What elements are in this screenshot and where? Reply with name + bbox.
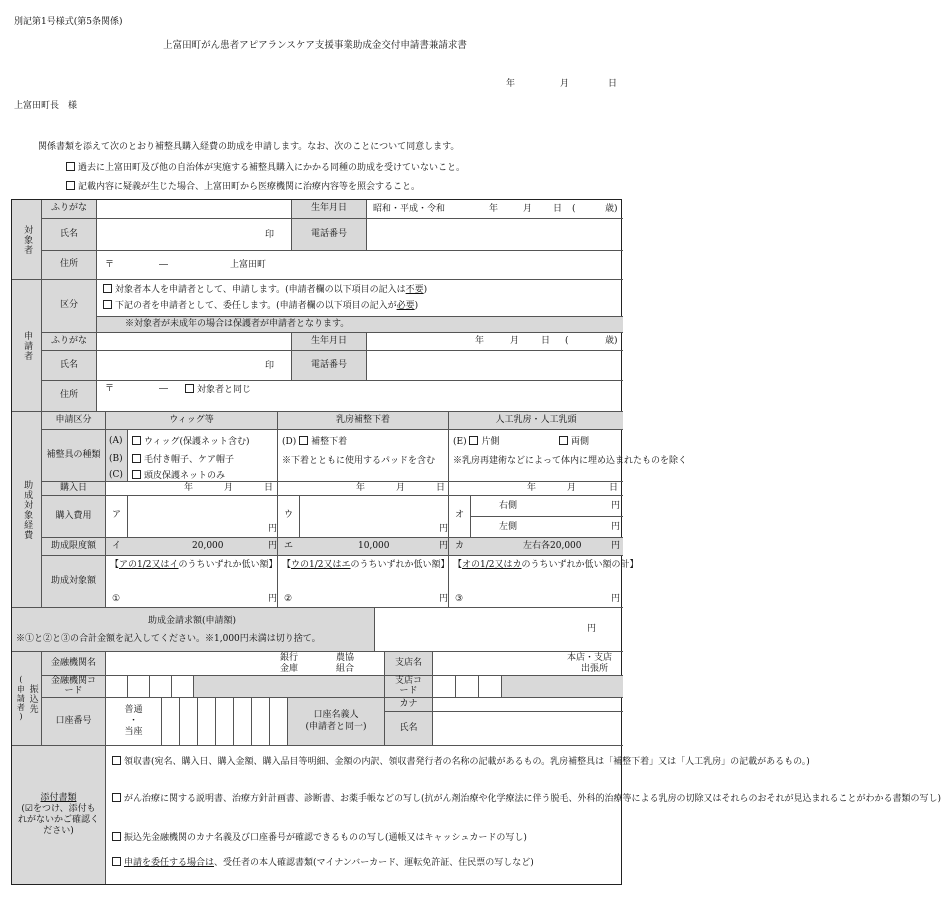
wig-options [128,430,278,482]
applicant-address-field[interactable]: 〒 ― 対象者と同じ [97,381,623,412]
branch-code-digit[interactable] [456,676,479,698]
total-amount-field[interactable]: 円 [375,608,623,652]
target-birth-label: 生年月日 [292,200,367,219]
bank-code-blank [194,676,385,698]
target-name-label: 氏名 [42,219,97,251]
target-furigana-field[interactable] [97,200,292,219]
agreement-item: 過去に上富田町及び他の自治体が実施する補整具購入にかかる同種の助成を受けていないこと。 [66,162,465,174]
branch-name-label: 支店名 [385,652,433,676]
purchase-date-wig[interactable]: 年 月 日 [106,482,278,496]
branch-code-digit[interactable] [433,676,456,698]
target-amount-wig[interactable]: 【アの1/2又はイのうちいずれか低い額】 ① 円 [106,556,278,608]
target-amount-prosthesis[interactable]: 【オの1/2又はカのうちいずれか低い額の計】 ③ 円 [449,556,623,608]
holder-name-field[interactable] [433,712,623,746]
intro-text: 関係書類を添えて次のとおり補整具購入経費の助成を申請します。なお、次のことについて同意します。 [38,142,460,152]
bank-code-label: 金融機関コード [42,676,106,698]
option-both-sides[interactable]: 両側 [559,436,589,448]
option-hat[interactable]: 毛付き帽子、ケア帽子 [132,454,234,466]
account-digit[interactable] [198,698,216,746]
applicant-option-self[interactable]: 対象者本人を申請者として、申請します。(申請者欄の以下項目の記入は不要) [103,284,427,296]
category-wig: ウィッグ等 [106,412,278,430]
account-digit[interactable] [180,698,198,746]
cost-key-o: オ [449,496,471,538]
form-number: 別記第1号様式(第5条関係) [14,17,123,27]
option-one-side[interactable] [469,436,478,445]
grant-section-header: 助成対象経費 [12,412,42,608]
bank-section-header: (申請者) 振込先 [12,652,42,746]
branch-code-label: 支店コード [385,676,433,698]
target-address-field[interactable]: 〒 ― 上富田町 [97,251,623,280]
attachment-receipt[interactable]: 領収書(宛名、購入日、購入金額、購入品目等明細、金額の内訳、領収書発行者の名称の記載があるもの。乳房補整具は「補整下着」又は「人工乳房」の記載があるもの。) [112,756,617,768]
limit-label: 助成限度額 [42,538,106,556]
limit-bra: エ 10,000 円 [278,538,449,556]
option-bra[interactable]: (D) 補整下着 [282,437,348,447]
bra-options: (D) 補整下着 ※下着とともに使用するパッドを含む [278,430,449,482]
applicant-option-delegate[interactable]: 下記の者を申請者として、委任します。(申請者欄の以下項目の記入が必要) [103,300,418,312]
cost-key-a: ア [106,496,128,538]
attachments-label: 添付書類 (☑をつけ、添付もれがないかご確認ください) [12,746,106,884]
applicant-section-header: 申請者 [12,280,42,412]
wig-option-codes: (A) (B) (C) [106,430,128,482]
applicant-name-label: 氏名 [42,351,97,381]
seal-mark: 印 [265,361,275,371]
attachments-list [106,746,941,884]
account-digit[interactable] [162,698,180,746]
applicant-furigana-label: ふりがな [42,333,97,351]
branch-name-field[interactable]: 本店・支店 出張所 [433,652,623,676]
applicant-category-options [97,280,623,317]
purchase-date-bra[interactable]: 年 月 日 [278,482,449,496]
cost-bra-field[interactable]: 円 [300,496,449,538]
application-form [11,199,941,885]
date-month-label: 月 [560,79,570,89]
account-type-options[interactable]: 普通 ・ 当座 [106,698,162,746]
cost-key-u: ウ [278,496,300,538]
prosthesis-options: (E) 片側 両側 ※乳房再建術などによって体内に埋め込まれたものを除く [449,430,623,482]
attachment-id[interactable]: 申請を委任する場合は、受任者の本人確認書類(マイナンバーカード、運転免許証、住民票の写しなど) [112,857,617,869]
checkbox[interactable] [66,181,75,190]
same-as-target-option[interactable]: 対象者と同じ [185,384,251,396]
bank-code-digit[interactable] [128,676,150,698]
page-title: 上富田町がん患者アピアランスケア支援事業助成金交付申請書兼請求書 [163,40,467,51]
bank-code-digit[interactable] [150,676,172,698]
target-name-field[interactable] [97,219,292,251]
addressee: 上富田町長 様 [14,101,78,111]
applicant-birth-field[interactable]: 年 月 日 ( 歳) [367,333,623,351]
holder-name-label: 氏名 [385,712,433,746]
date-day-label: 日 [608,79,618,89]
applicant-phone-field[interactable] [367,351,623,381]
target-furigana-label: ふりがな [42,200,97,219]
bank-name-field[interactable]: 銀行 金庫 農協 組合 [106,652,385,676]
option-wig[interactable]: ウィッグ(保護ネット含む) [132,436,249,448]
purchase-date-prosthesis[interactable]: 年 月 日 [449,482,623,496]
target-phone-field[interactable] [367,219,623,251]
account-number-label: 口座番号 [42,698,106,746]
attachment-bank-copy[interactable]: 振込先金融機関のカナ名義及び口座番号が確認できるものの写し(通帳又はキャッシュカードの写し) [112,832,617,844]
applicant-minor-note: ※対象者が未成年の場合は保護者が申請者となります。 [97,317,623,333]
limit-prosthesis: カ 左右各20,000 円 [449,538,623,556]
cost-right-field[interactable]: 右側 円 [471,496,623,517]
target-birth-field[interactable]: 昭和・平成・令和 年 月 日 ( 歳) [367,200,623,219]
agreement-item: 記載内容に疑義が生じた場合、上富田町から医療機関に治療内容等を照会すること。 [66,181,420,193]
option-net[interactable]: 頭皮保護ネットのみ [132,470,225,482]
attachment-diagnosis[interactable]: がん治療に関する説明書、治療方針計画書、診断書、お薬手帳などの写し(抗がん剤治療や化学療法に伴う脱毛、外科的治療等による乳房の切除又はそれらのおそれが見込まれることがわかる書類の写し) [112,793,617,805]
category-bra: 乳房補整下着 [278,412,449,430]
purchase-cost-label: 購入費用 [42,496,106,538]
holder-kana-field[interactable] [433,698,623,712]
seal-mark: 印 [265,230,275,240]
date-year-label: 年 [506,79,516,89]
target-phone-label: 電話番号 [292,219,367,251]
applicant-birth-label: 生年月日 [292,333,367,351]
account-digit[interactable] [252,698,270,746]
bank-code-digit[interactable] [172,676,194,698]
bank-code-digit[interactable] [106,676,128,698]
target-amount-label: 助成対象額 [42,556,106,608]
cost-left-field[interactable]: 左側 円 [471,517,623,538]
checkbox[interactable] [66,162,75,171]
account-digit[interactable] [234,698,252,746]
branch-code-digit[interactable] [479,676,502,698]
grant-category-label: 申請区分 [42,412,106,430]
target-address-label: 住所 [42,251,97,280]
category-prosthesis: 人工乳房・人工乳頭 [449,412,623,430]
cost-wig-field[interactable]: 円 [128,496,278,538]
total-amount-label: 助成金請求額(申請額) ※①と②と③の合計金額を記入してください。※1,000円未満は切り捨て。 [12,608,375,652]
applicant-address-label: 住所 [42,381,97,412]
account-digit[interactable] [216,698,234,746]
limit-wig: イ 20,000 円 [106,538,278,556]
account-holder-label: 口座名義人 (申請者と同一) [288,698,385,746]
holder-kana-label: カナ [385,698,433,712]
branch-code-blank [502,676,623,698]
purchase-date-label: 購入日 [42,482,106,496]
target-section-header: 対象者 [12,200,42,280]
era-options: 昭和・平成・令和 [373,204,446,214]
applicant-category-label: 区分 [42,280,97,333]
bank-name-label: 金融機関名 [42,652,106,676]
applicant-furigana-field[interactable] [97,333,292,351]
applicant-phone-label: 電話番号 [292,351,367,381]
device-type-label: 補整具の種類 [42,430,106,482]
target-amount-bra[interactable]: 【ウの1/2又はエのうちいずれか低い額】 ② 円 [278,556,449,608]
account-digit[interactable] [270,698,288,746]
applicant-name-field[interactable] [97,351,292,381]
